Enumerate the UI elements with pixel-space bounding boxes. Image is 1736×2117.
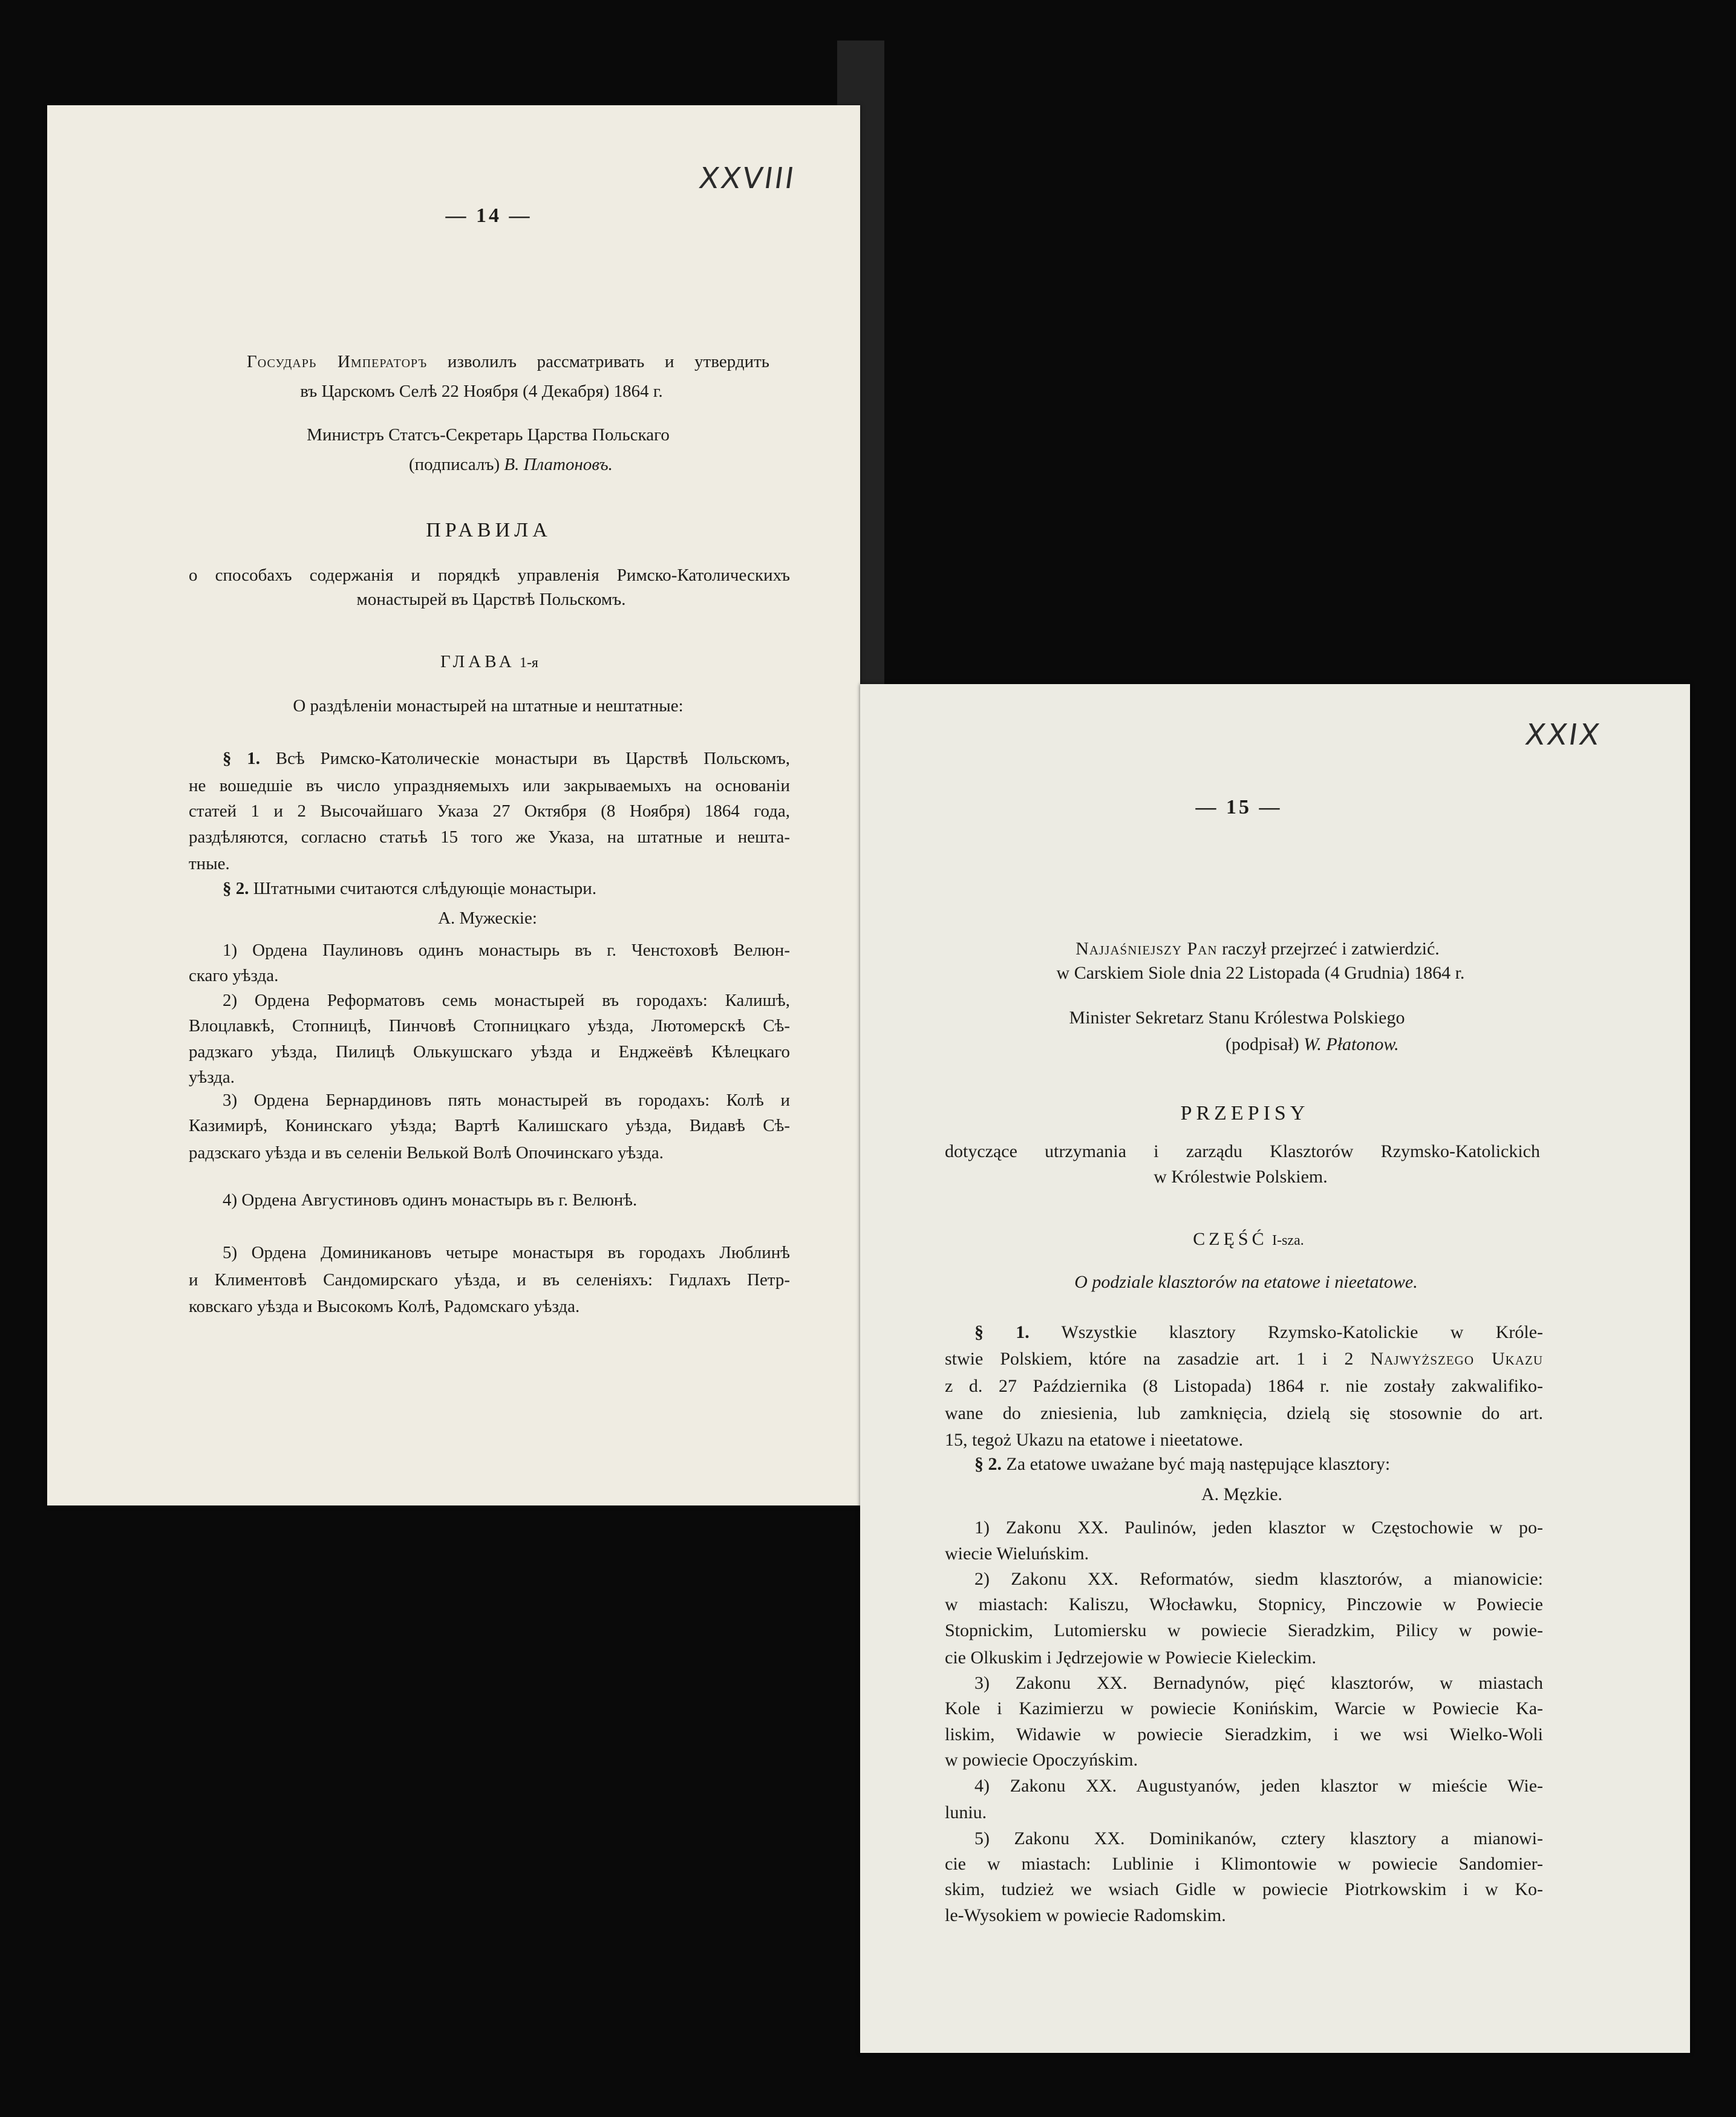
chapter-heading: O podziale klasztorów na etatowe i nieetatowe. [1074, 1272, 1418, 1292]
page-right [860, 684, 1690, 2053]
document-subtitle: монастырей въ Царствѣ Польскомъ. [356, 590, 626, 609]
signatory-title: Minister Sekretarz Stanu Królestwa Polskiego [1069, 1008, 1405, 1028]
section-text: Штатными считаются слѣдующіе монастыри. [253, 879, 597, 898]
section-2-line [223, 876, 790, 901]
list-item-line: 1) Zakonu XX. Paulinów, jeden klasztor w Częstochowie w po- [974, 1518, 1543, 1538]
signatory-name: В. Платоновъ. [504, 455, 613, 474]
signature [409, 452, 772, 477]
subsection-heading: A. Męzkie. [1201, 1484, 1283, 1504]
list-item-line: liskim, Widawie w powiecie Sieradzkim, i we wsi Wielko-Woli [945, 1724, 1543, 1744]
list-item-line: wiecie Wieluńskim. [945, 1544, 1089, 1564]
list-item-line: cie w miastach: Lublinie i Klimontowie w powiecie Sandomier- [945, 1854, 1543, 1874]
chapter-heading: О раздѣленіи монастырей на штатные и нештатные: [293, 696, 684, 716]
chapter-title [187, 650, 792, 674]
document-subtitle: w Królestwie Polskiem. [1154, 1167, 1328, 1187]
approval-sovereign: Государь Императоръ [247, 352, 428, 371]
section-mark: § 1. [974, 1322, 1030, 1342]
chapter-word: CZĘŚĆ [1193, 1229, 1268, 1249]
handwritten-number: XXIX [1523, 718, 1604, 752]
list-item-line: cie Olkuskim i Jędrzejowie w Powiecie Kieleckim. [945, 1648, 1316, 1668]
chapter-word: ГЛАВА [440, 652, 515, 671]
section-text-smallcaps: Najwyższego Ukazu [1370, 1349, 1543, 1369]
approval-sovereign: Najjaśniejszy Pan [1075, 939, 1218, 959]
handwritten-number: XXVIII [697, 161, 798, 195]
list-item-line: 5) Ордена Доминикановъ четыре монастыря въ городахъ Люблинѣ [223, 1243, 790, 1262]
list-item-line: 5) Zakonu XX. Dominikanów, cztery klasztory a mianowi- [974, 1828, 1543, 1848]
section-1-line [223, 746, 790, 771]
list-item-line: 3) Ордена Бернардиновъ пять монастырей въ городахъ: Колѣ и [223, 1091, 790, 1110]
section-mark: § 1. [223, 749, 260, 768]
section-2-line [974, 1452, 1543, 1476]
list-item-line: Kole i Kazimierzu w powiecie Konińskim, Warcie w Powiecie Ka- [945, 1698, 1543, 1718]
list-item-line: luniu. [945, 1802, 987, 1822]
section-1-line: wane do zniesienia, lub zamknięcia, dzielą się stosownie do art. [945, 1403, 1543, 1423]
list-item-line: 3) Zakonu XX. Bernadynów, pięć klasztorów, w miastach [974, 1673, 1543, 1693]
section-1-line: не вошедшіе въ число упраздняемыхъ или закрываемыхъ на основаніи [189, 776, 790, 795]
list-item-line: скаго уѣзда. [189, 966, 279, 985]
chapter-number: 1-я [519, 655, 538, 671]
list-item-line: 4) Zakonu XX. Augustyanów, jeden klasztor w mieście Wie- [974, 1776, 1543, 1796]
page-number: — 14 — [445, 204, 532, 227]
section-1-line: 15, tegoż Ukazu na etatowe i nieetatowe. [945, 1430, 1244, 1450]
document-title: ПРАВИЛА [426, 519, 552, 541]
document-subtitle: о способахъ содержанія и порядкѣ управленія Римско-Католическихъ [189, 566, 790, 585]
signed-label: (podpisał) [1225, 1034, 1299, 1054]
section-mark: § 2. [974, 1454, 1002, 1474]
list-item-line: w miastach: Kaliszu, Włocławku, Stopnicy, Pinczowie w Powiecie [945, 1594, 1543, 1614]
section-1-line: статей 1 и 2 Высочайшаго Указа 27 Октября (8 Ноября) 1864 года, [189, 801, 790, 821]
section-text: Za etatowe uważane być mają następujące klasztory: [1006, 1454, 1391, 1474]
list-item-line: радзкаго уѣзда, Пилицѣ Олькушскаго уѣзда и Енджеёвѣ Кѣлецкаго [189, 1042, 790, 1062]
section-text: Wszystkie klasztory Rzymsko-Katolickie w Króle- [1061, 1322, 1543, 1342]
signatory-title: Министръ Статсъ-Секретарь Царства Польскаго [307, 425, 670, 445]
section-1-line [974, 1320, 1543, 1345]
list-item-line: 2) Zakonu XX. Reformatów, siedm klasztorów, a mianowicie: [974, 1569, 1543, 1589]
document-subtitle: dotyczące utrzymania i zarządu Klasztorów Rzymsko-Katolickich [945, 1141, 1540, 1161]
subsection-heading: А. Мужескіе: [438, 908, 537, 928]
section-1-line: тные. [189, 854, 230, 873]
list-item-line: ковскаго уѣзда и Высокомъ Колѣ, Радомскаго уѣзда. [189, 1297, 580, 1316]
page-number: — 15 — [1195, 796, 1282, 818]
list-item-line: радзскаго уѣзда и въ селеніи Велькой Волѣ Опочинскаго уѣзда. [189, 1143, 664, 1163]
approval-text: изволилъ рассматривать и утвердить [447, 352, 769, 371]
chapter-title [946, 1227, 1551, 1251]
list-item-line: Stopnickim, Lutomiersku w powiecie Sieradzkim, Pilicy w powie- [945, 1620, 1543, 1640]
list-item-line: Казимирѣ, Конинскаго уѣзда; Вартѣ Калишскаго уѣзда, Видавѣ Сѣ- [189, 1116, 790, 1135]
chapter-number: I-sza. [1272, 1233, 1304, 1248]
signatory-name: W. Płatonow. [1304, 1034, 1399, 1054]
list-item-line: 2) Ордена Реформатовъ семь монастырей въ городахъ: Калишѣ, [223, 991, 790, 1010]
document-title: PRZEPISY [1180, 1102, 1310, 1124]
signed-label: (подписалъ) [409, 455, 500, 474]
section-text: stwie Polskiem, które na zasadzie art. 1 i 2 [945, 1349, 1354, 1369]
list-item-line: le-Wysokiem w powiecie Radomskim. [945, 1905, 1226, 1925]
section-1-line: раздѣляются, согласно статьѣ 15 того же Указа, на штатные и нешта- [189, 827, 790, 847]
page-left [47, 105, 860, 1505]
approval-date: w Carskiem Siole dnia 22 Listopada (4 Grudnia) 1864 r. [1056, 963, 1465, 983]
list-item-line: w powiecie Opoczyńskim. [945, 1750, 1138, 1770]
list-item-line: 4) Ордена Августиновъ одинъ монастырь въ г. Велюнѣ. [223, 1190, 638, 1210]
approval-line [955, 937, 1560, 961]
section-mark: § 2. [223, 879, 249, 898]
section-1-line [945, 1347, 1543, 1371]
signature [1225, 1032, 1528, 1057]
list-item-line: уѣзда. [189, 1068, 235, 1087]
section-1-line: z d. 27 Października (8 Listopada) 1864 r. nie zostały zakwalifiko- [945, 1376, 1543, 1396]
section-text: Всѣ Римско-Католическіе монастыри въ Царствѣ Польскомъ, [275, 749, 790, 768]
list-item-line: Влоцлавкѣ, Стопницѣ, Пинчовѣ Стопницкаго уѣзда, Лютомерскѣ Сѣ- [189, 1016, 790, 1036]
list-item-line: skim, tudzież we wsiach Gidle w powiecie Piotrkowskim i w Ko- [945, 1879, 1543, 1899]
approval-date: въ Царскомъ Селѣ 22 Ноября (4 Декабря) 1864 г. [300, 382, 663, 401]
list-item-line: и Климентовѣ Сандомирскаго уѣзда, и въ селеніяхъ: Гидлахъ Петр- [189, 1270, 790, 1290]
list-item-line: 1) Ордена Паулиновъ одинъ монастырь въ г. Ченстоховѣ Велюн- [223, 941, 790, 960]
approval-line [247, 350, 769, 374]
approval-text: raczył przejrzeć i zatwierdzić. [1222, 939, 1440, 959]
